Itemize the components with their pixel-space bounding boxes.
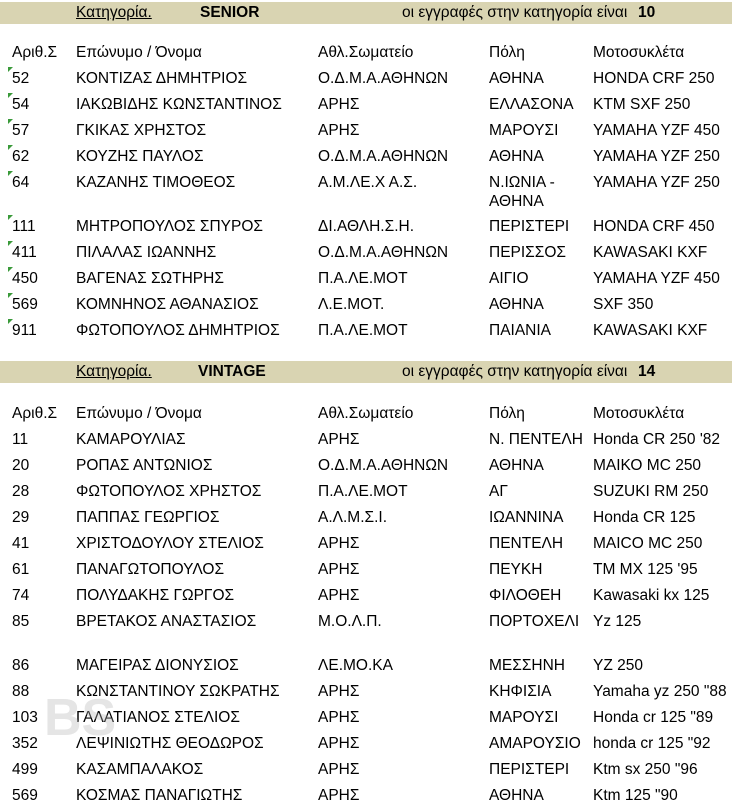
cell-motorcycle: Yz 125 xyxy=(593,613,642,630)
header-club: Αθλ.Σωματείο xyxy=(318,44,414,61)
cell-name: ΧΡΙΣΤΟΔΟΥΛΟΥ ΣΤΕΛΙΟΣ xyxy=(76,535,264,552)
cell-city: ΑΘΗΝΑ xyxy=(489,457,544,474)
cell-city: ΑΘΗΝΑ xyxy=(489,70,544,87)
cell-motorcycle: Honda CR 125 xyxy=(593,509,696,526)
cell-city: ΠΟΡΤΟΧΕΛΙ xyxy=(489,613,580,630)
cell-number: 61 xyxy=(12,561,30,578)
cell-club: ΑΡΗΣ xyxy=(318,587,360,604)
cell-name: ΚΟΥΖΗΣ ΠΑΥΛΟΣ xyxy=(76,148,204,165)
cell-city: ΠΕΝΤΕΛΗ xyxy=(489,535,564,552)
cell-city: ΑΘΗΝΑ xyxy=(489,787,544,804)
category-name: VINTAGE xyxy=(198,363,266,380)
cell-number: 88 xyxy=(12,683,30,700)
cell-number: 450 xyxy=(12,270,38,287)
cell-number: 64 xyxy=(12,174,30,191)
cell-name: ΒΡΕΤΑΚΟΣ ΑΝΑΣΤΑΣΙΟΣ xyxy=(76,613,257,630)
cell-name: ΚΟΣΜΑΣ ΠΑΝΑΓΙΩΤΗΣ xyxy=(76,787,243,804)
cell-motorcycle: YAMAHA YZF 450 xyxy=(593,270,720,287)
cell-motorcycle: Ktm sx 250 "96 xyxy=(593,761,698,778)
cell-name: ΓΚΙΚΑΣ ΧΡΗΣΤΟΣ xyxy=(76,122,207,139)
cell-name: ΠΑΠΠΑΣ ΓΕΩΡΓΙΟΣ xyxy=(76,509,220,526)
category-name: SENIOR xyxy=(200,4,260,21)
count-text: οι εγγραφές στην κατηγορία είναι xyxy=(402,363,628,380)
cell-club: Π.Α.ΛΕ.ΜΟΤ xyxy=(318,270,408,287)
cell-city: ΜΑΡΟΥΣΙ xyxy=(489,122,559,139)
cell-motorcycle: SUZUKI RM 250 xyxy=(593,483,709,500)
cell-city: ΑΘΗΝΑ xyxy=(489,148,544,165)
cell-name: ΦΩΤΟΠΟΥΛΟΣ ΧΡΗΣΤΟΣ xyxy=(76,483,262,500)
cell-city: ΚΗΦΙΣΙΑ xyxy=(489,683,552,700)
cell-club: ΑΡΗΣ xyxy=(318,431,360,448)
cell-number: 54 xyxy=(12,96,30,113)
cell-city: ΙΩΑΝΝΙΝΑ xyxy=(489,509,564,526)
cell-club: ΑΡΗΣ xyxy=(318,561,360,578)
cell-motorcycle: honda cr 125 "92 xyxy=(593,735,711,752)
cell-number: 103 xyxy=(12,709,38,726)
cell-number: 86 xyxy=(12,657,30,674)
category-label[interactable]: Κατηγορία. xyxy=(76,4,152,21)
cell-motorcycle: YAMAHA YZF 450 xyxy=(593,122,720,139)
cell-motorcycle: Ktm 125 "90 xyxy=(593,787,678,804)
cell-club: ΑΡΗΣ xyxy=(318,96,360,113)
header-name: Επώνυμο / Όνομα xyxy=(76,44,202,61)
cell-number: 352 xyxy=(12,735,38,752)
cell-number: 569 xyxy=(12,296,38,313)
cell-motorcycle: Yamaha yz 250 "88 xyxy=(593,683,727,700)
cell-motorcycle: TM MX 125 '95 xyxy=(593,561,698,578)
cell-club: Π.Α.ΛΕ.ΜΟΤ xyxy=(318,483,408,500)
cell-city: ΠΕΡΙΣΣΟΣ xyxy=(489,244,566,261)
cell-club: ΑΡΗΣ xyxy=(318,735,360,752)
table-row xyxy=(0,430,732,456)
table-row xyxy=(0,147,732,173)
cell-name: ΜΗΤΡΟΠΟΥΛΟΣ ΣΠΥΡΟΣ xyxy=(76,218,263,235)
cell-city: ΠΕΥΚΗ xyxy=(489,561,543,578)
table-row xyxy=(0,656,732,682)
header-motorcycle: Μοτοσυκλέτα xyxy=(593,405,685,422)
cell-city: ΑΓ xyxy=(489,483,508,500)
cell-club: Ο.Δ.Μ.Α.ΑΘΗΝΩΝ xyxy=(318,244,449,261)
cell-name: ΒΑΓΕΝΑΣ ΣΩΤΗΡΗΣ xyxy=(76,270,224,287)
cell-city: ΜΕΣΣΗΝΗ xyxy=(489,657,565,674)
cell-number: 74 xyxy=(12,587,30,604)
cell-name: ΓΑΛΑΤΙΑΝΟΣ ΣΤΕΛΙΟΣ xyxy=(76,709,240,726)
cell-name: ΜΑΓΕΙΡΑΣ ΔΙΟΝΥΣΙΟΣ xyxy=(76,657,239,674)
cell-club: Π.Α.ΛΕ.ΜΟΤ xyxy=(318,322,408,339)
cell-club: Ο.Δ.Μ.Α.ΑΘΗΝΩΝ xyxy=(318,457,449,474)
cell-club: Ο.Δ.Μ.Α.ΑΘΗΝΩΝ xyxy=(318,70,449,87)
cell-number: 52 xyxy=(12,70,30,87)
count-value: 14 xyxy=(638,363,656,380)
table-row xyxy=(0,534,732,560)
table-row xyxy=(0,95,732,121)
cell-club: ΔΙ.ΑΘΛΗ.Σ.Η. xyxy=(318,218,414,235)
table-row xyxy=(0,760,732,786)
cell-motorcycle: SXF 350 xyxy=(593,296,654,313)
cell-number: 20 xyxy=(12,457,30,474)
count-text: οι εγγραφές στην κατηγορία είναι xyxy=(402,4,628,21)
table-row xyxy=(0,456,732,482)
cell-number: 411 xyxy=(12,244,37,261)
cell-number: 911 xyxy=(12,322,37,339)
cell-club: ΑΡΗΣ xyxy=(318,709,360,726)
table-row xyxy=(0,121,732,147)
cell-number: 111 xyxy=(12,218,36,235)
cell-city-line2: ΑΘΗΝΑ xyxy=(489,193,544,210)
cell-club: Α.Λ.Μ.Σ.Ι. xyxy=(318,509,388,526)
table-row xyxy=(0,321,732,347)
cell-number: 85 xyxy=(12,613,30,630)
cell-number: 569 xyxy=(12,787,38,804)
header-number: Αριθ.Σ xyxy=(12,405,58,422)
cell-club: ΛΕ.ΜΟ.ΚΑ xyxy=(318,657,393,674)
cell-motorcycle: KAWASAKI KXF xyxy=(593,244,708,261)
header-motorcycle: Μοτοσυκλέτα xyxy=(593,44,685,61)
cell-name: ΙΑΚΩΒΙΔΗΣ ΚΩΝΣΤΑΝΤΙΝΟΣ xyxy=(76,96,282,113)
table-row xyxy=(0,708,732,734)
table-row xyxy=(0,586,732,612)
cell-motorcycle: Honda cr 125 "89 xyxy=(593,709,714,726)
cell-city: ΠΕΡΙΣΤΕΡΙ xyxy=(489,761,570,778)
cell-name: ΚΑΜΑΡΟΥΛΙΑΣ xyxy=(76,431,186,448)
cell-motorcycle: Kawasaki kx 125 xyxy=(593,587,710,604)
table-row xyxy=(0,786,732,802)
table-row xyxy=(0,269,732,295)
cell-motorcycle: HONDA CRF 450 xyxy=(593,218,715,235)
header-name: Επώνυμο / Όνομα xyxy=(76,405,202,422)
cell-club: Α.Μ.ΛΕ.Χ Α.Σ. xyxy=(318,174,418,191)
cell-name: ΚΑΣΑΜΠΑΛΑΚΟΣ xyxy=(76,761,204,778)
count-value: 10 xyxy=(638,4,656,21)
header-city: Πόλη xyxy=(489,405,525,422)
table-row xyxy=(0,173,732,217)
cell-motorcycle: KTM SXF 250 xyxy=(593,96,691,113)
watermark-logo: BS xyxy=(44,689,117,747)
cell-number: 29 xyxy=(12,509,30,526)
cell-name: ΚΩΝΣΤΑΝΤΙΝΟΥ ΣΩΚΡΑΤΗΣ xyxy=(76,683,280,700)
cell-name: ΛΕΨΙΝΙΩΤΗΣ ΘΕΟΔΩΡΟΣ xyxy=(76,735,264,752)
cell-number: 62 xyxy=(12,148,30,165)
table-row xyxy=(0,734,732,760)
cell-number: 57 xyxy=(12,122,30,139)
table-row xyxy=(0,612,732,638)
header-number: Αριθ.Σ xyxy=(12,44,58,61)
cell-club: ΑΡΗΣ xyxy=(318,535,360,552)
table-row xyxy=(0,482,732,508)
cell-number: 41 xyxy=(12,535,30,552)
cell-number: 499 xyxy=(12,761,38,778)
cell-name: ΚΟΝΤΙΖΑΣ ΔΗΜΗΤΡΙΟΣ xyxy=(76,70,248,87)
header-club: Αθλ.Σωματείο xyxy=(318,405,414,422)
table-header-row xyxy=(0,404,732,430)
cell-motorcycle: ΜΑΙΚΟ MC 250 xyxy=(593,457,702,474)
cell-city: ΠΑΙΑΝΙΑ xyxy=(489,322,552,339)
cell-city: ΑΜΑΡΟΥΣΙΟ xyxy=(489,735,581,752)
cell-city: ΑΙΓΙΟ xyxy=(489,270,529,287)
cell-name: ΚΑΖΑΝΗΣ ΤΙΜΟΘΕΟΣ xyxy=(76,174,236,191)
cell-club: ΑΡΗΣ xyxy=(318,761,360,778)
table-header-row xyxy=(0,43,732,69)
header-city: Πόλη xyxy=(489,44,525,61)
cell-club: ΑΡΗΣ xyxy=(318,122,360,139)
cell-motorcycle: MAICO MC 250 xyxy=(593,535,703,552)
cell-city: ΑΘΗΝΑ xyxy=(489,296,544,313)
cell-name: ΠΑΝΑΓΩΤΟΠΟΥΛΟΣ xyxy=(76,561,225,578)
cell-motorcycle: HONDA CRF 250 xyxy=(593,70,715,87)
category-header-vintage xyxy=(0,361,732,383)
cell-club: Ο.Δ.Μ.Α.ΑΘΗΝΩΝ xyxy=(318,148,449,165)
cell-name: ΚΟΜΝΗΝΟΣ ΑΘΑΝΑΣΙΟΣ xyxy=(76,296,259,313)
table-row xyxy=(0,560,732,586)
cell-motorcycle: Honda CR 250 '82 xyxy=(593,431,721,448)
cell-name: ΦΩΤΟΠΟΥΛΟΣ ΔΗΜΗΤΡΙΟΣ xyxy=(76,322,280,339)
table-row xyxy=(0,69,732,95)
cell-motorcycle: YAMAHA YZF 250 xyxy=(593,174,720,191)
table-row xyxy=(0,295,732,321)
cell-motorcycle: KAWASAKI KXF xyxy=(593,322,708,339)
category-header-senior xyxy=(0,2,732,24)
cell-city: Ν.ΙΩΝΙΑ - xyxy=(489,174,555,191)
category-label[interactable]: Κατηγορία. xyxy=(76,363,152,380)
cell-club: ΑΡΗΣ xyxy=(318,683,360,700)
cell-club: ΑΡΗΣ xyxy=(318,787,360,804)
cell-city: ΕΛΛΑΣΟΝΑ xyxy=(489,96,574,113)
cell-motorcycle: YZ 250 xyxy=(593,657,643,674)
table-row xyxy=(0,243,732,269)
table-row xyxy=(0,508,732,534)
cell-city: ΠΕΡΙΣΤΕΡΙ xyxy=(489,218,570,235)
cell-city: ΦΙΛΟΘΕΗ xyxy=(489,587,562,604)
cell-city: ΜΑΡΟΥΣΙ xyxy=(489,709,559,726)
cell-city: Ν. ΠΕΝΤΕΛΗ xyxy=(489,431,583,448)
cell-number: 28 xyxy=(12,483,30,500)
cell-motorcycle: YAMAHA YZF 250 xyxy=(593,148,720,165)
cell-club: Λ.Ε.ΜΟΤ. xyxy=(318,296,385,313)
table-row xyxy=(0,217,732,243)
cell-club: Μ.Ο.Λ.Π. xyxy=(318,613,382,630)
table-row xyxy=(0,682,732,708)
cell-name: ΡΟΠΑΣ ΑΝΤΩΝΙΟΣ xyxy=(76,457,213,474)
cell-name: ΠΟΛΥΔΑΚΗΣ ΓΩΡΓΟΣ xyxy=(76,587,235,604)
cell-name: ΠΙΛΑΛΑΣ ΙΩΑΝΝΗΣ xyxy=(76,244,217,261)
cell-number: 11 xyxy=(12,431,29,448)
